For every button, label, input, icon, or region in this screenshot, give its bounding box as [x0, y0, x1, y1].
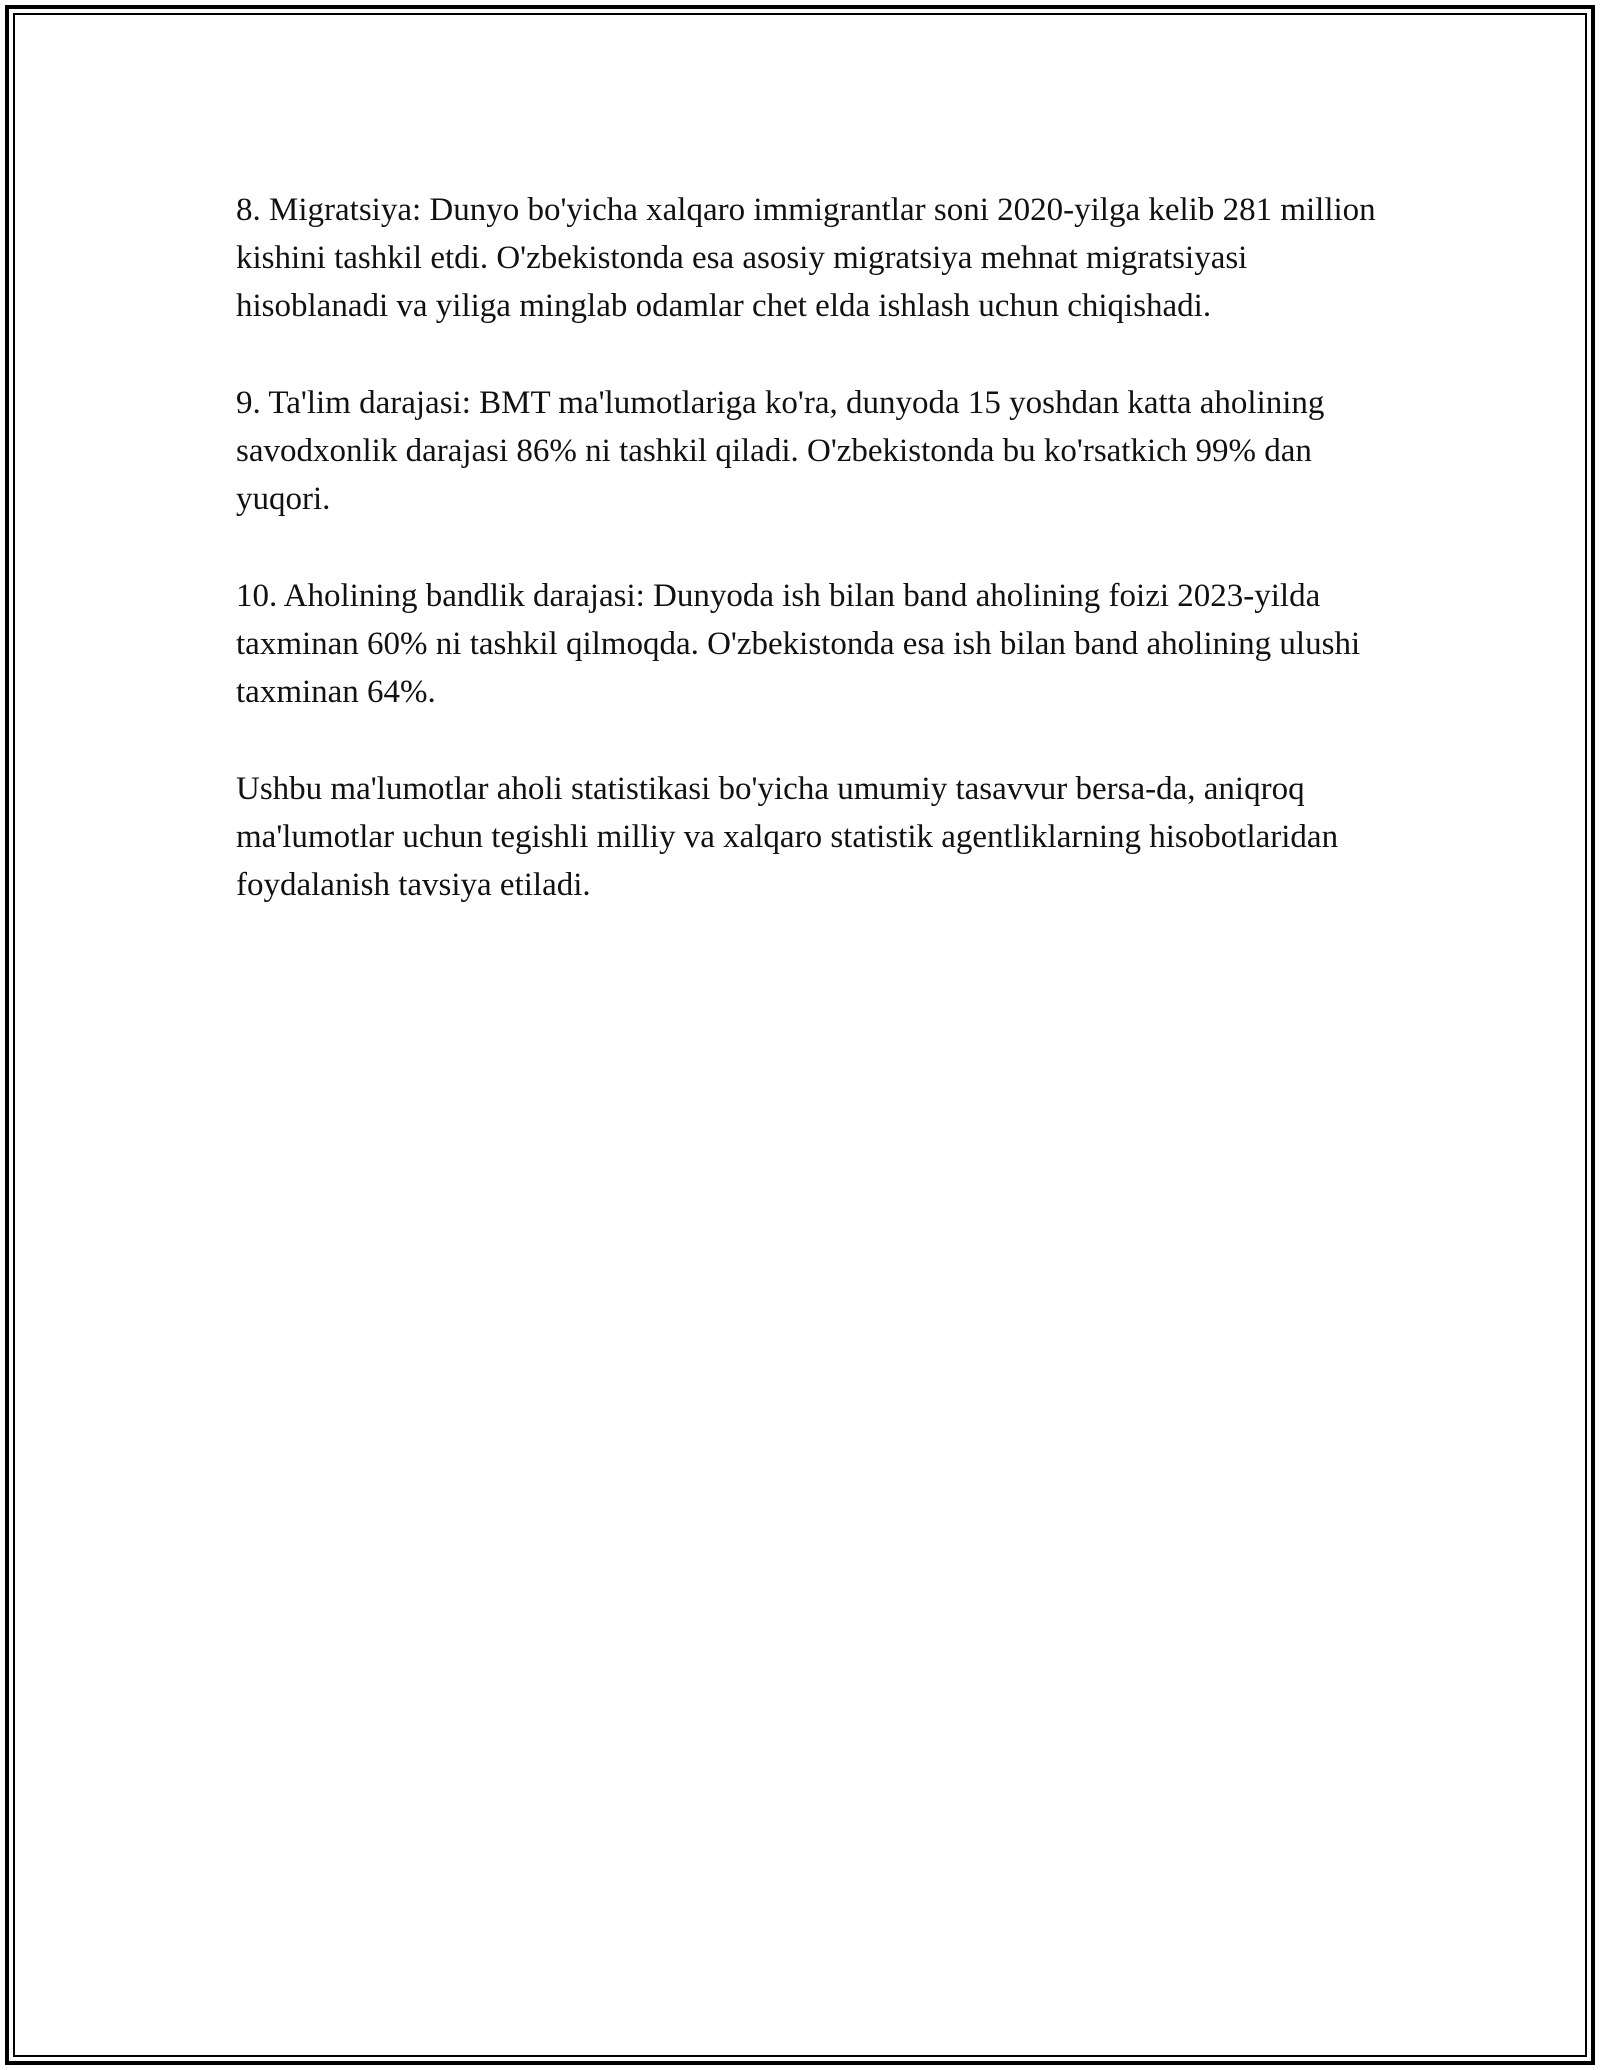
paragraph-conclusion: Ushbu ma'lumotlar aholi statistikasi bo'yicha umumiy tasavvur bersa-da, aniqroq ma'lumotlar uchun tegishli milliy va xalqaro statistik agentliklarning hisobotlaridan foydalanish tavsiya etiladi.: [236, 771, 1339, 903]
paragraph-education-level: 9. Ta'lim darajasi: BMT ma'lumotlariga ko'ra, dunyoda 15 yoshdan katta aholining savodxonlik darajasi 86% ni tashkil qiladi. O'zbekistonda bu ko'rsatkich 99% dan yuqori.: [236, 385, 1325, 517]
paragraph-migration: 8. Migratsiya: Dunyo bo'yicha xalqaro immigrantlar soni 2020-yilga kelib 281 million kishini tashkil etdi. O'zbekistonda esa asosiy migratsiya mehnat migratsiyasi hisoblanadi va yiliga minglab odamlar chet elda ishlash uchun chiqishadi.: [236, 192, 1376, 324]
paragraph-employment-level: 10. Aholining bandlik darajasi: Dunyoda ish bilan band aholining foizi 2023-yilda taxminan 60% ni tashkil qilmoqda. O'zbekistonda esa ish bilan band aholining ulushi taxminan 64%.: [236, 578, 1361, 710]
document-body: [236, 186, 1376, 958]
